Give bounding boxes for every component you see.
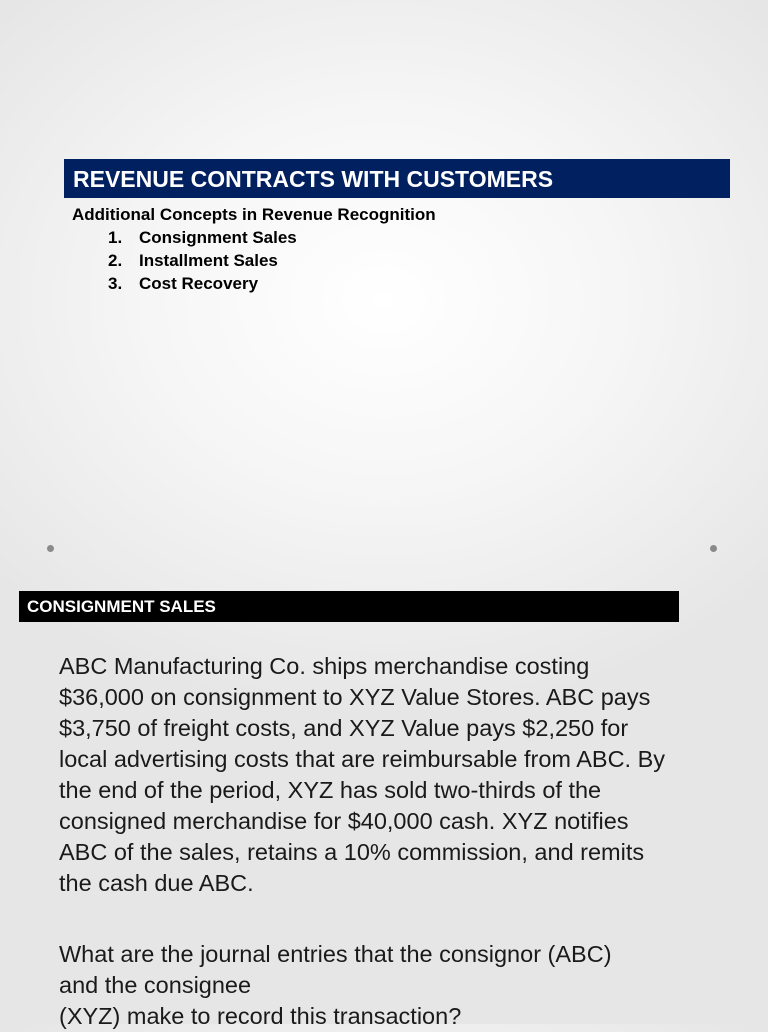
paragraph-line: and the consignee — [59, 972, 252, 998]
list-item — [108, 250, 297, 273]
section-title: CONSIGNMENT SALES — [19, 591, 679, 622]
list-item-label: Cost Recovery — [139, 274, 259, 293]
paragraph-line: ABC of the sales, retains a 10% commission, and remits — [59, 839, 645, 865]
list-item-number: 2. — [108, 251, 123, 270]
paragraph-line: What are the journal entries that the consignor (ABC) — [59, 941, 612, 967]
list-item-label: Installment Sales — [139, 251, 278, 270]
list-item-number: 3. — [108, 274, 123, 293]
paragraph-line: the end of the period, XYZ has sold two-thirds of the — [59, 777, 602, 803]
decorative-dot-right — [710, 545, 717, 552]
list-item — [108, 273, 297, 296]
paragraph-line: (XYZ) make to record this transaction? — [59, 1003, 462, 1029]
problem-paragraph — [59, 651, 739, 899]
paragraph-line: local advertising costs that are reimbursable from ABC. By — [59, 746, 666, 772]
paragraph-line: ABC Manufacturing Co. ships merchandise costing — [59, 653, 590, 679]
concept-list — [108, 227, 297, 296]
slide-title: REVENUE CONTRACTS WITH CUSTOMERS — [64, 159, 730, 198]
paragraph-line: $3,750 of freight costs, and XYZ Value pays $2,250 for — [59, 715, 629, 741]
list-item-number: 1. — [108, 228, 123, 247]
decorative-dot-left — [47, 545, 54, 552]
paragraph-line: $36,000 on consignment to XYZ Value Stores. ABC pays — [59, 684, 651, 710]
slide-subtitle: Additional Concepts in Revenue Recognition — [72, 205, 436, 224]
list-item — [108, 227, 297, 250]
paragraph-line: the cash due ABC. — [59, 870, 254, 896]
question-paragraph — [59, 939, 739, 1032]
paragraph-line: consigned merchandise for $40,000 cash. XYZ notifies — [59, 808, 629, 834]
list-item-label: Consignment Sales — [139, 228, 297, 247]
